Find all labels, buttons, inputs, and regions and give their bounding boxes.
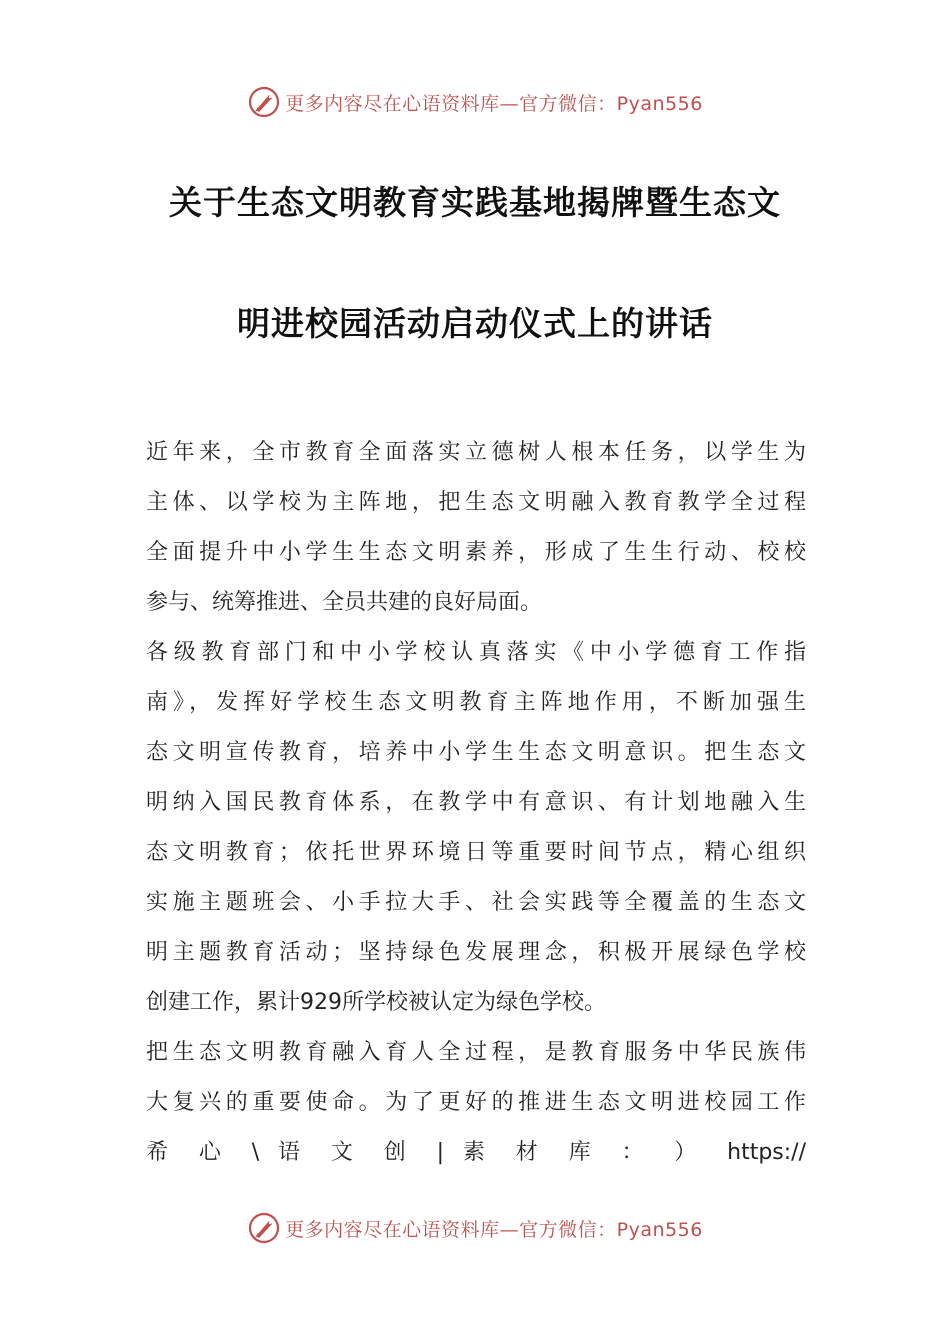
document-title-line-2: 明进校园活动启动仪式上的讲话	[237, 304, 713, 343]
pen-nib-logo-icon	[247, 1211, 281, 1245]
body-line: 明主题教育活动；坚持绿色发展理念，积极开展绿色学校	[146, 940, 806, 965]
body-line: 参与、统筹推进、全员共建的良好局面。	[146, 590, 543, 615]
body-line: 全面提升中小学生生态文明素养，形成了生生行动、校校	[146, 540, 806, 565]
body-line: 近年来，全市教育全面落实立德树人根本任务，以学生为	[146, 440, 806, 465]
body-line: 主体、以学校为主阵地，把生态文明融入教育教学全过程	[146, 490, 806, 515]
watermark-wechat-id: Pyan556	[616, 1218, 703, 1241]
body-line: 大复兴的重要使命。为了更好的推进生态文明进校园工作	[146, 1090, 806, 1115]
body-line: 把生态文明教育融入育人全过程，是教育服务中华民族伟	[146, 1040, 806, 1065]
body-line: 南》，发挥好学校生态文明教育主阵地作用，不断加强生	[146, 690, 806, 715]
watermark-footer	[0, 1208, 950, 1248]
watermark-text: 更多内容尽在心语资料库—官方微信：Pyan556	[285, 92, 703, 115]
watermark-text: 更多内容尽在心语资料库—官方微信：Pyan556	[285, 1218, 703, 1241]
body-line: 态文明教育；依托世界环境日等重要时间节点，精心组织	[146, 840, 806, 865]
watermark-header	[0, 82, 950, 122]
watermark-wechat-id: Pyan556	[616, 92, 703, 115]
body-line: 态文明宣传教育，培养中小学生生态文明意识。把生态文	[146, 740, 806, 765]
document-title-line-1: 关于生态文明教育实践基地揭牌暨生态文	[169, 183, 781, 222]
body-text	[146, 428, 806, 1178]
body-line: 创建工作，累计929所学校被认定为绿色学校。	[146, 990, 606, 1015]
body-line: 明纳入国民教育体系，在教学中有意识、有计划地融入生	[146, 790, 806, 815]
body-line: 希 心 \ 语 文 创 | 素 材 库 ： ） https://	[146, 1140, 806, 1165]
body-line: 实施主题班会、小手拉大手、社会实践等全覆盖的生态文	[146, 890, 806, 915]
pen-nib-logo-icon	[247, 85, 281, 119]
body-line: 各级教育部门和中小学校认真落实《中小学德育工作指	[146, 640, 806, 665]
